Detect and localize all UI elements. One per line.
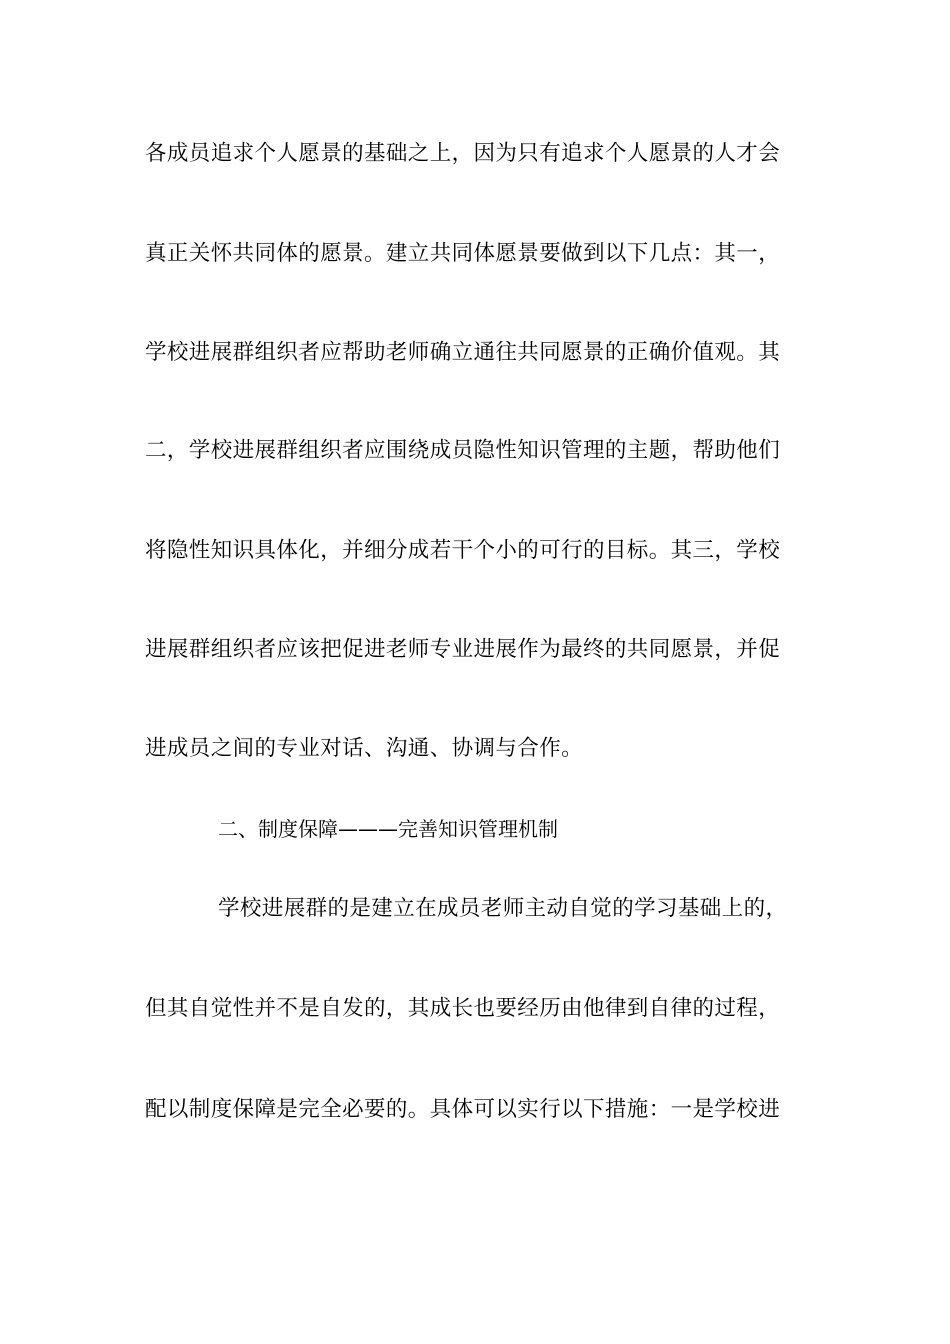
paragraph-line: 学校进展群的是建立在成员老师主动自觉的学习基础上的， xyxy=(218,896,788,921)
paragraph-line: 但其自觉性并不是自发的，其成长也要经历由他律到自律的过程， xyxy=(145,996,781,1021)
paragraph-line: 配以制度保障是完全必要的。具体可以实行以下措施：一是学校进 xyxy=(145,1097,781,1122)
paragraph-line: 学校进展群组织者应帮助老师确立通往共同愿景的正确价值观。其 xyxy=(145,340,781,365)
paragraph-line: 进成员之间的专业对话、沟通、协调与合作。 xyxy=(145,736,584,761)
section-heading: 二、制度保障———完善知识管理机制 xyxy=(218,817,558,841)
paragraph-line: 真正关怀共同体的愿景。建立共同体愿景要做到以下几点：其一， xyxy=(145,241,781,266)
paragraph-line: 各成员追求个人愿景的基础之上，因为只有追求个人愿景的人才会 xyxy=(145,141,781,166)
paragraph-line: 二，学校进展群组织者应围绕成员隐性知识管理的主题，帮助他们 xyxy=(145,438,781,463)
paragraph-line: 进展群组织者应该把促进老师专业进展作为最终的共同愿景，并促 xyxy=(145,637,781,662)
paragraph-line: 将隐性知识具体化，并细分成若干个小的可行的目标。其三，学校 xyxy=(145,538,781,563)
